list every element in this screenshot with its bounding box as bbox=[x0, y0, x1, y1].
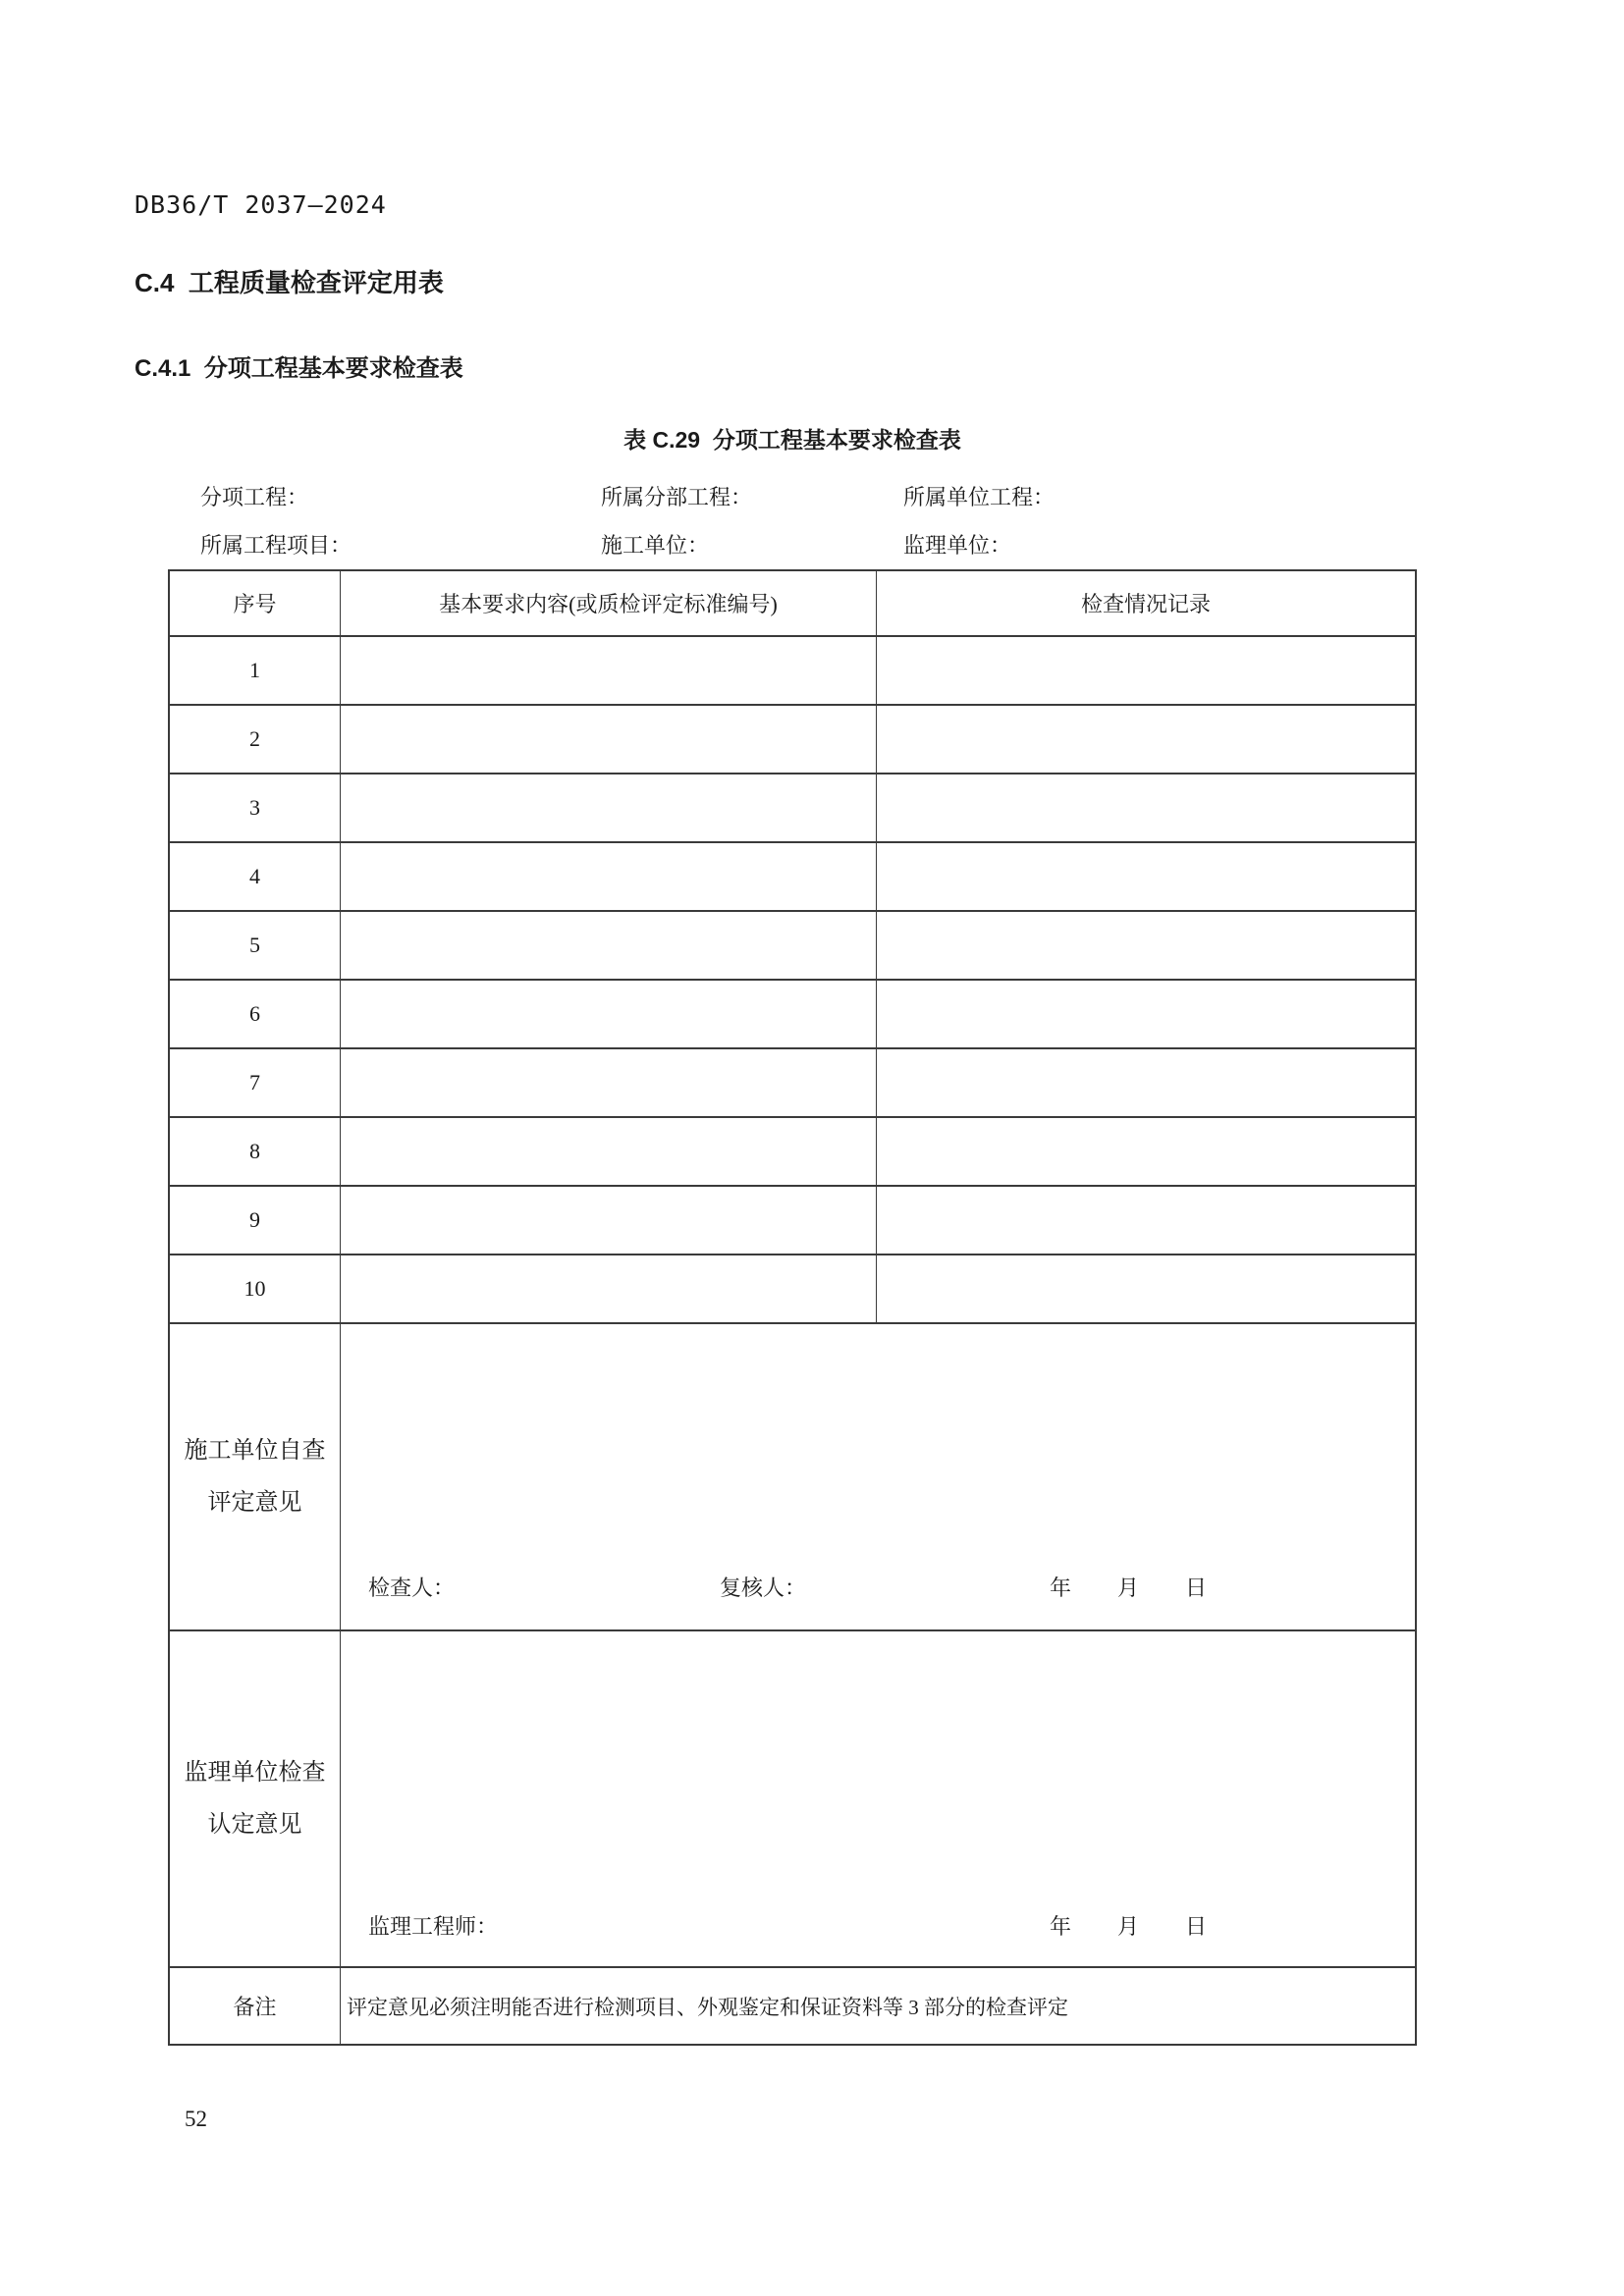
requirement-cell bbox=[341, 637, 877, 704]
self-check-label-line2: 评定意见 bbox=[207, 1489, 302, 1516]
label-parent-division-project: 所属分部工程： bbox=[601, 485, 753, 509]
self-check-body bbox=[341, 1324, 1415, 1629]
table-row bbox=[170, 1116, 1415, 1185]
label-subitem-project: 分项工程： bbox=[200, 485, 309, 509]
row-number: 7 bbox=[170, 1049, 341, 1116]
record-cell bbox=[877, 1118, 1415, 1185]
label-construction-unit: 施工单位： bbox=[601, 533, 710, 558]
row-number: 5 bbox=[170, 912, 341, 979]
record-cell bbox=[877, 774, 1415, 841]
requirement-cell bbox=[341, 706, 877, 773]
label-parent-unit-project: 所属单位工程： bbox=[903, 485, 1056, 509]
record-cell bbox=[877, 843, 1415, 910]
supervision-check-body bbox=[341, 1631, 1415, 1966]
supervision-check-section bbox=[170, 1629, 1415, 1966]
requirement-cell bbox=[341, 912, 877, 979]
record-cell bbox=[877, 1187, 1415, 1254]
day-label: 日 bbox=[1185, 1914, 1208, 1939]
table-row bbox=[170, 1047, 1415, 1116]
row-number: 9 bbox=[170, 1187, 341, 1254]
table-header-row bbox=[170, 571, 1415, 635]
doc-code: DB36/T 2037—2024 bbox=[135, 190, 387, 219]
row-number: 10 bbox=[170, 1255, 341, 1322]
requirement-cell bbox=[341, 1255, 877, 1322]
year-label: 年 bbox=[1050, 1575, 1072, 1600]
month-label: 月 bbox=[1117, 1914, 1140, 1939]
row-number: 4 bbox=[170, 843, 341, 910]
table-row bbox=[170, 704, 1415, 773]
record-cell bbox=[877, 981, 1415, 1047]
table-row bbox=[170, 635, 1415, 704]
table-row bbox=[170, 841, 1415, 910]
row-number: 6 bbox=[170, 981, 341, 1047]
page-number: 52 bbox=[185, 2107, 207, 2131]
self-check-section bbox=[170, 1322, 1415, 1629]
requirement-cell bbox=[341, 1049, 877, 1116]
requirement-cell bbox=[341, 1118, 877, 1185]
row-number: 1 bbox=[170, 637, 341, 704]
header-no: 序号 bbox=[170, 571, 341, 635]
requirement-cell bbox=[341, 774, 877, 841]
label-parent-project: 所属工程项目： bbox=[200, 533, 352, 558]
supervision-engineer-label: 监理工程师： bbox=[368, 1914, 499, 1939]
remark-row bbox=[170, 1966, 1415, 2044]
header-requirement: 基本要求内容(或质检评定标准编号) bbox=[341, 571, 877, 635]
section-heading: C.4 工程质量检查评定用表 bbox=[135, 268, 444, 297]
record-cell bbox=[877, 1049, 1415, 1116]
table-row bbox=[170, 1185, 1415, 1254]
table-row bbox=[170, 910, 1415, 979]
requirement-cell bbox=[341, 843, 877, 910]
row-number: 3 bbox=[170, 774, 341, 841]
row-number: 8 bbox=[170, 1118, 341, 1185]
supervision-check-label bbox=[170, 1631, 341, 1966]
table-row bbox=[170, 1254, 1415, 1322]
table-row bbox=[170, 979, 1415, 1047]
inspection-table bbox=[168, 569, 1417, 2046]
supervision-check-label-line1: 监理单位检查 bbox=[184, 1760, 326, 1787]
year-label: 年 bbox=[1050, 1914, 1072, 1939]
month-label: 月 bbox=[1117, 1575, 1140, 1600]
self-check-label-line1: 施工单位自查 bbox=[184, 1438, 326, 1465]
record-cell bbox=[877, 1255, 1415, 1322]
row-number: 2 bbox=[170, 706, 341, 773]
table-title: 表 C.29 分项工程基本要求检查表 bbox=[623, 427, 961, 453]
supervision-check-label-line2: 认定意见 bbox=[207, 1811, 302, 1838]
reviewer-label: 复核人： bbox=[720, 1575, 807, 1600]
self-check-label bbox=[170, 1324, 341, 1629]
record-cell bbox=[877, 706, 1415, 773]
record-cell bbox=[877, 637, 1415, 704]
day-label: 日 bbox=[1185, 1575, 1208, 1600]
label-supervision-unit: 监理单位： bbox=[903, 533, 1012, 558]
requirement-cell bbox=[341, 981, 877, 1047]
remark-text: 评定意见必须注明能否进行检测项目、外观鉴定和保证资料等 3 部分的检查评定 bbox=[347, 1995, 1068, 2019]
remark-label: 备注 bbox=[170, 1968, 341, 2044]
inspector-label: 检查人： bbox=[368, 1575, 456, 1600]
header-record: 检查情况记录 bbox=[1080, 592, 1211, 616]
record-cell bbox=[877, 912, 1415, 979]
requirement-cell bbox=[341, 1187, 877, 1254]
subsection-heading: C.4.1 分项工程基本要求检查表 bbox=[135, 355, 463, 382]
table-row bbox=[170, 773, 1415, 841]
